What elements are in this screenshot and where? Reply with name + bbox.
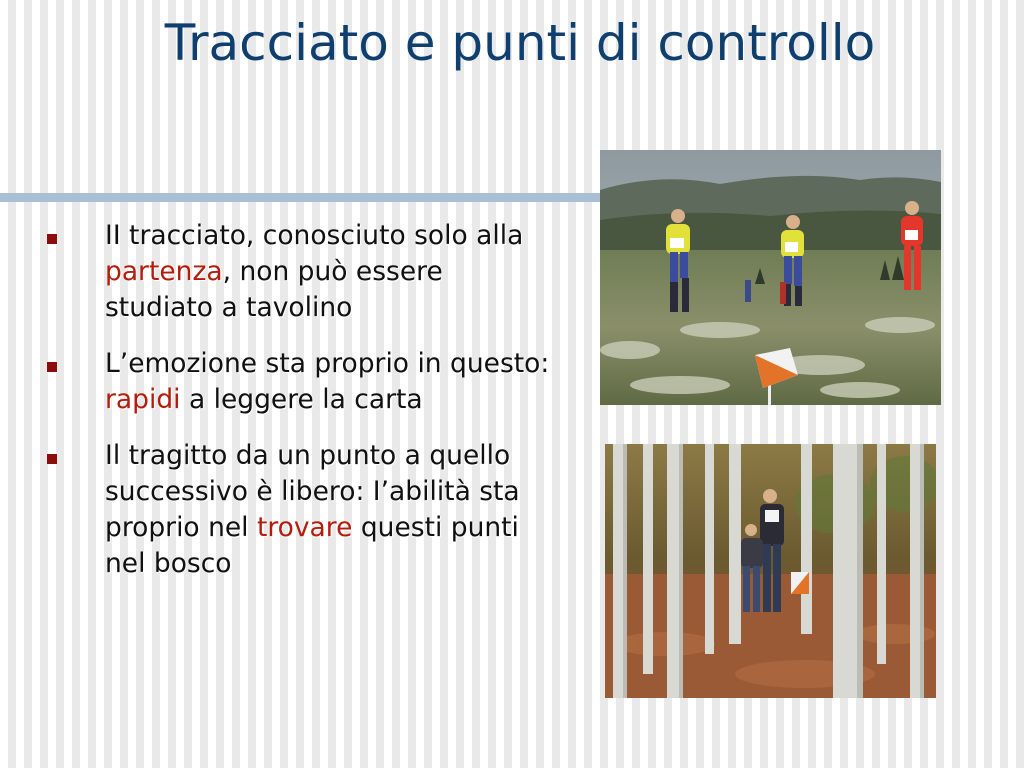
orienteering-runners-photo bbox=[600, 150, 941, 405]
bullet-item-track bbox=[44, 218, 554, 326]
highlight-word: partenza bbox=[105, 256, 223, 287]
highlight-word: rapidi bbox=[105, 384, 181, 415]
bullet-text-part: , non può essere studiato a tavolino bbox=[105, 256, 443, 323]
title-divider bbox=[0, 193, 612, 202]
bullet-item-emotion bbox=[44, 346, 554, 418]
bullet-marker-icon bbox=[47, 362, 57, 372]
bullet-list bbox=[44, 218, 554, 602]
bullet-text bbox=[105, 348, 549, 415]
highlight-word: trovare bbox=[256, 512, 353, 543]
bullet-text-part: L’emozione sta proprio in questo: bbox=[105, 348, 550, 379]
bullet-text-part: Il tragitto da un punto a quello successivo è libero: I’abilità sta proprio nel bbox=[105, 440, 520, 543]
bullet-text bbox=[105, 440, 520, 579]
bullet-item-route bbox=[44, 438, 554, 582]
bullet-text-part: a leggere la carta bbox=[180, 384, 423, 415]
bullet-text-part: II tracciato, conosciuto solo alla bbox=[105, 220, 524, 251]
bullet-text-part: questi punti nel bosco bbox=[105, 512, 519, 579]
bullet-text bbox=[105, 220, 523, 323]
bullet-marker-icon bbox=[47, 234, 57, 244]
bullet-marker-icon bbox=[47, 454, 57, 464]
forest-orienteers-photo bbox=[605, 444, 936, 698]
slide-title: Tracciato e punti di controllo bbox=[164, 14, 876, 72]
